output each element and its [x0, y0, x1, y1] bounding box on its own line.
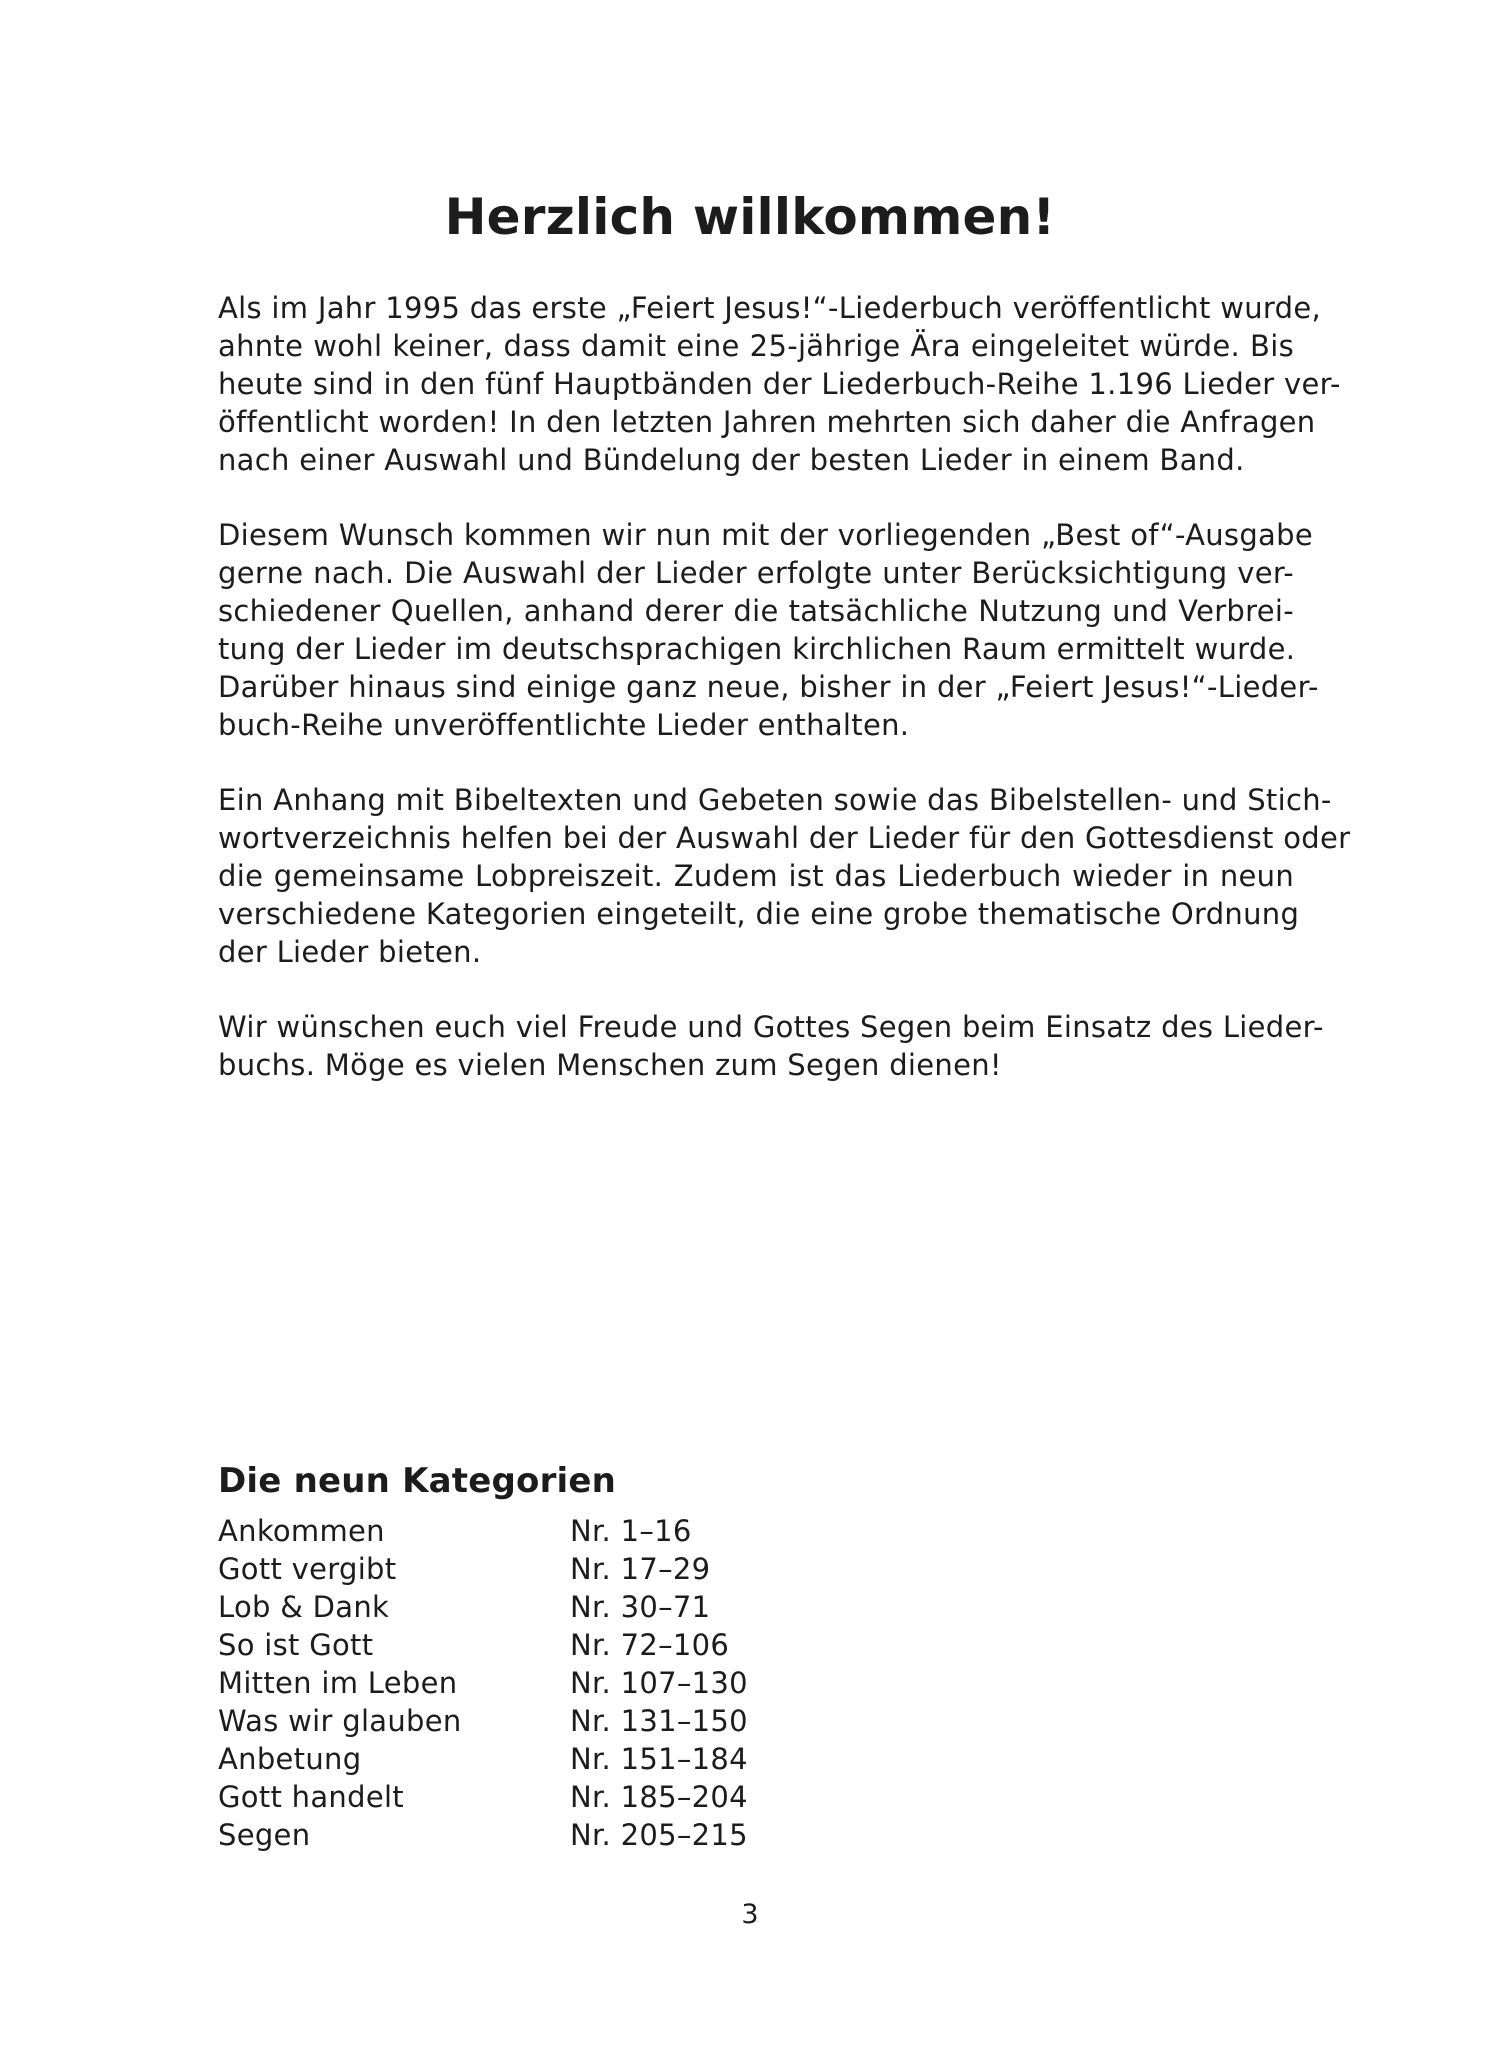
- text-line: tung der Lieder im deutschsprachigen kirchlichen Raum ermittelt wurde.: [218, 632, 1296, 666]
- text-line: Ein Anhang mit Bibeltexten und Gebeten sowie das Bibelstellen- und Stich-: [218, 783, 1332, 817]
- text-line: Als im Jahr 1995 das erste „Feiert Jesus!“-Liederbuch veröffentlicht wurde,: [218, 291, 1321, 325]
- category-name: Lob & Dank: [218, 1590, 390, 1624]
- category-row: [218, 1588, 918, 1626]
- text-line: öffentlicht worden! In den letzten Jahren mehrten sich daher die Anfragen: [218, 405, 1316, 439]
- categories-heading: Die neun Kategorien: [218, 1461, 617, 1501]
- text-line: wortverzeichnis helfen bei der Auswahl der Lieder für den Gottesdienst oder: [218, 821, 1351, 855]
- category-range: Nr. 30–71: [570, 1590, 711, 1624]
- paragraph: [218, 781, 1351, 971]
- category-name: Gott vergibt: [218, 1552, 397, 1586]
- text-line: buch-Reihe unveröffentlichte Lieder enthalten.: [218, 708, 910, 742]
- text-line: Darüber hinaus sind einige ganz neue, bisher in der „Feiert Jesus!“-Lieder-: [218, 670, 1319, 704]
- text-line: Wir wünschen euch viel Freude und Gottes Segen beim Einsatz des Lieder-: [218, 1010, 1324, 1044]
- category-row: [218, 1778, 918, 1816]
- category-name: So ist Gott: [218, 1628, 374, 1662]
- text-line: nach einer Auswahl und Bündelung der besten Lieder in einem Band.: [218, 443, 1245, 477]
- text-line: gerne nach. Die Auswahl der Lieder erfolgte unter Berücksichtigung ver-: [218, 556, 1294, 590]
- category-name: Was wir glauben: [218, 1704, 462, 1738]
- category-range: Nr. 131–150: [570, 1704, 748, 1738]
- text-line: schiedener Quellen, anhand derer die tatsächliche Nutzung und Verbrei-: [218, 594, 1294, 628]
- text-line: buchs. Möge es vielen Menschen zum Segen dienen!: [218, 1048, 1002, 1082]
- text-line: Diesem Wunsch kommen wir nun mit der vorliegenden „Best of“-Ausgabe: [218, 518, 1313, 552]
- paragraph: [218, 516, 1319, 744]
- intro-text: [218, 289, 1351, 1121]
- paragraph: [218, 1008, 1324, 1084]
- category-name: Segen: [218, 1818, 311, 1852]
- text-line: der Lieder bieten.: [218, 935, 482, 969]
- categories-section: [218, 1458, 918, 1854]
- category-range: Nr. 107–130: [570, 1666, 748, 1700]
- category-range: Nr. 72–106: [570, 1628, 730, 1662]
- category-range: Nr. 1–16: [570, 1514, 692, 1548]
- category-row: [218, 1550, 918, 1588]
- category-name: Gott handelt: [218, 1780, 404, 1814]
- page-number: 3: [741, 1899, 759, 1930]
- category-row: [218, 1702, 918, 1740]
- category-row: [218, 1740, 918, 1778]
- text-line: ahnte wohl keiner, dass damit eine 25-jährige Ära eingeleitet würde. Bis: [218, 329, 1294, 363]
- category-row: [218, 1512, 918, 1550]
- category-row: [218, 1816, 918, 1854]
- category-range: Nr. 185–204: [570, 1780, 748, 1814]
- category-row: [218, 1626, 918, 1664]
- category-range: Nr. 205–215: [570, 1818, 748, 1852]
- text-line: heute sind in den fünf Hauptbänden der Liederbuch-Reihe 1.196 Lieder ver-: [218, 367, 1341, 401]
- page-title: Herzlich willkommen!: [444, 188, 1056, 246]
- text-line: die gemeinsame Lobpreiszeit. Zudem ist das Liederbuch wieder in neun: [218, 859, 1294, 893]
- category-range: Nr. 17–29: [570, 1552, 711, 1586]
- category-name: Mitten im Leben: [218, 1666, 458, 1700]
- text-line: verschiedene Kategorien eingeteilt, die eine grobe thematische Ordnung: [218, 897, 1300, 931]
- paragraph: [218, 289, 1341, 479]
- category-row: [218, 1664, 918, 1702]
- category-name: Ankommen: [218, 1514, 385, 1548]
- category-range: Nr. 151–184: [570, 1742, 748, 1776]
- category-name: Anbetung: [218, 1742, 362, 1776]
